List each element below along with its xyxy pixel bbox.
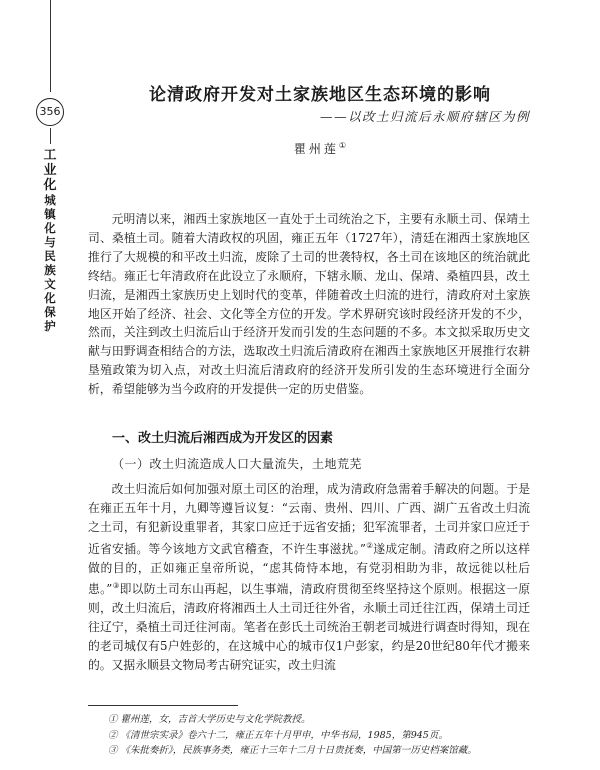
footnote-ref-3: ③: [112, 581, 120, 591]
body-text-part-3: 即以防土司东山再起，以生事端，清政府贯彻至终坚持这个原则。根据这一原则，改土归流后，清政府将湘西土人土司迁往外省，永顺土司迁往江西，保靖土司迁往辽宁，桑植土司迁往河南。笔者在彭氏土司统治王朝老司城进行调查时得知，现在的老司城仅有5户姓彭的，在这城中心的城市仅1户彭家，约是20世纪80年代才搬来的。又据永顺县文物局考古研究证实，改土归流: [88, 582, 530, 672]
margin-rule-top: [50, 0, 51, 92]
running-section-title: [42, 148, 58, 333]
running-section-short: 工业化: [43, 148, 57, 193]
footnote-2: ② 《清世宗实录》卷六十二，雍正五年十月甲申，中华书局，1985，第945页。: [108, 729, 448, 741]
author-note-mark: ①: [338, 141, 347, 150]
author-line: [220, 140, 420, 157]
subsection-heading: （一）改土归流造成人口大量流失，土地荒芜: [112, 457, 363, 471]
article-title: 论清政府开发对土家族地区生态环境的影响: [149, 85, 491, 105]
page-number: 356: [36, 98, 64, 126]
running-section-long: 城镇化与民族文化保护: [44, 193, 56, 333]
intro-paragraph: 元明清以来，湘西土家族地区一直处于土司统治之下，主要有永顺土司、保靖土司、桑植土司。随着大清政权的巩固，雍正五年（1727年），清廷在湘西土家族地区推行了大规模的和平改土归流，废除了土司的世袭特权，各土司在该地区的统治就此终结。雍正七年清政府在此设立了永顺府，下辖永顺、龙山、保靖、桑植四县，改土归流，是湘西土家族历史上划时代的变革，伴随着改土归流的进行，清政府对土家族地区开始了经济、社会、文化等全方位的开发。学术界研究该时段经济开发的不少，然而，关注到改土归流后山于经济开发而引发的生态问题的不多。本文拟采取历史文献与田野调查相结合的方法，选取改土归流后清政府在湘西土家族地区开展推行农耕垦殖政策为切入点，对改土归流后清政府的经济开发所引发的生态环境进行全面分析，希望能够为当今政府的开发提供一定的历史借鉴。: [88, 212, 530, 397]
body-text-part-2: 遂成定制。清政府之所以这样做的目的，正如雍正皇帝所说，“虑其倚恃本地，有党羽相助为非，故远徙以杜后患。”: [88, 541, 530, 597]
footnote-ref-2: ②: [365, 540, 374, 550]
body-section: [88, 480, 530, 675]
footnote-divider: [88, 705, 238, 706]
footnotes: [108, 712, 548, 759]
footnote-1: ① 瞿州莲，女，吉首大学历史与文化学院教授。: [108, 714, 311, 725]
article-subtitle: ——以改土归流后永顺府辖区为例: [319, 109, 530, 124]
body-text-part-1: 改土归流后如何加强对原土司区的治理，成为清政府急需着手解决的问题。于是在雍正五年十月，九卿等遵旨议复：“云南、贵州、四川、广西、湖广五省改土归流之土司，有犯新设重罪者，其家口应迁于远省安插；犯军流罪者，土司并家口应迁于近省安插。等今该地方文武官稽查，不许生事滋扰。”: [88, 482, 530, 556]
body-paragraph: [88, 480, 530, 675]
margin-rule-bottom: [50, 128, 51, 144]
section-heading: 一、改土归流后湘西成为开发区的因素: [112, 431, 334, 446]
author-name: 瞿州莲: [293, 142, 339, 156]
intro-section: [88, 210, 530, 399]
footnote-3: ③ 《朱批奏折》，民族事务类，雍正十三年十二月十日贵抚奏，中国第一历史档案馆藏。: [108, 745, 477, 756]
